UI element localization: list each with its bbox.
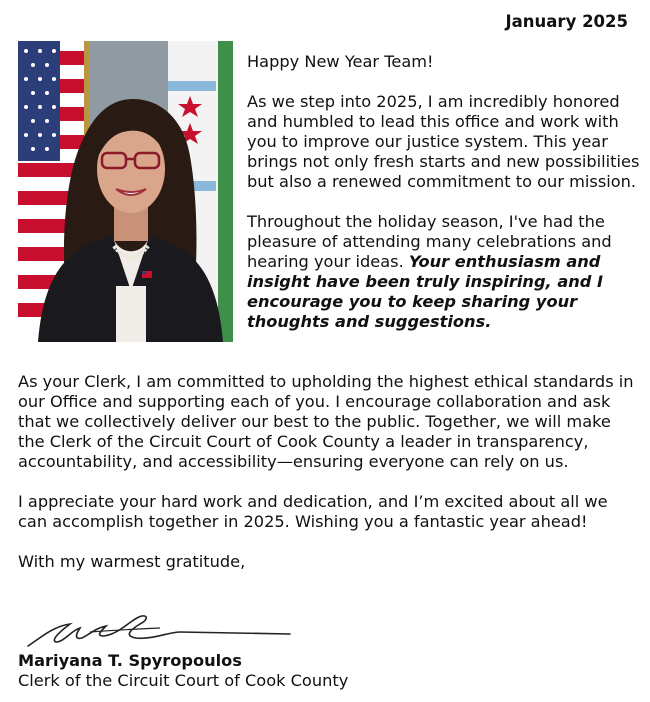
paragraph-holiday-text: Throughout the holiday season, I've had the pleasure of attending many celebrations and hearing your ideas. (247, 212, 612, 271)
paragraph-holiday-emphasis: Your enthusiasm and insight have been truly inspiring, and I encourage you to keep sharing your thoughts and suggestions. (247, 252, 604, 331)
greeting: Happy New Year Team! (247, 52, 434, 71)
signer-name: Mariyana T. Spyropoulos (18, 651, 242, 670)
portrait-photo (18, 41, 233, 342)
paragraph-intro: As we step into 2025, I am incredibly honored and humbled to lead this office and work with you to improve our justice system. This year brings not only fresh starts and new possibilities but also a renewed commitment to our mission. (247, 92, 640, 191)
paragraph-appreciation: I appreciate your hard work and dedication, and I’m excited about all we can accomplish together in 2025. Wishing you a fantastic year ahead! (18, 492, 608, 531)
paragraph-holiday (247, 212, 642, 332)
intro-column (247, 52, 642, 352)
portrait-illustration (18, 41, 233, 342)
closing: With my warmest gratitude, (18, 552, 246, 571)
paragraph-commitment: As your Clerk, I am committed to upholding the highest ethical standards in our Office and supporting each of you. I encourage collaboration and ask that we collectively deliver our best to the public. Together, we will make the Clerk of the Circuit Court of Cook County a leader in transparency, accountability, and accessibility—ensuring everyone can rely on us. (18, 372, 634, 471)
signer-title: Clerk of the Circuit Court of Cook County (18, 671, 349, 690)
body-column (18, 372, 638, 592)
letter-date: January 2025 (505, 12, 628, 31)
handwritten-signature (20, 612, 295, 652)
